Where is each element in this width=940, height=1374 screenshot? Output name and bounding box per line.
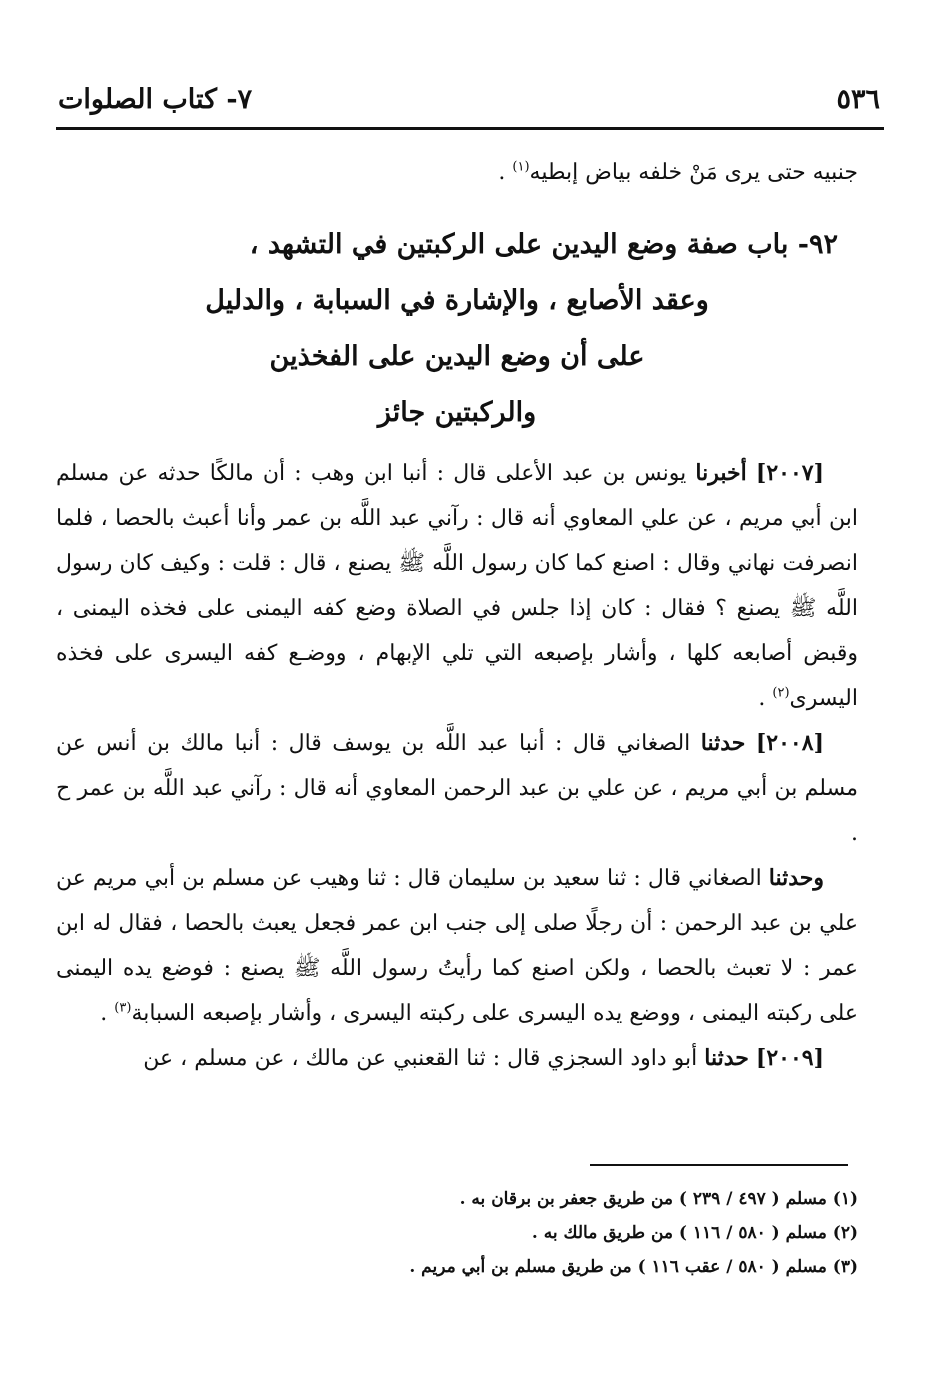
footnote-1: (١) مسلم ( ٤٩٧ / ٢٣٩ ) من طريق جعفر بن برقان به . [459, 1189, 858, 1209]
opening-line: جنبيه حتى يرى مَنْ خلفه بياض إبطيه$^{(١)}$ . [498, 159, 858, 185]
hadith-2009 [56, 1036, 858, 1081]
hadith-text: الصغاني قال : ثنا سعيد بن سليمان قال : ثنا وهيب عن مسلم بن أبي مريم عن علي بن عبد الرحمن : أن رجلًا صلى إلى جنب ابن عمر فجعل يعبث بالحصا ، فقال له ابن عمر : لا تعبث بالحصا ، ولكن اصنع كما رأيتُ رسول اللَّه ﷺ يصنع : فوضع يده اليمنى على ركبته اليمنى ، ووضع يده اليسرى على ركبته اليسرى ، وأشار بإصبعه السبابة [56, 866, 859, 1026]
heading-line-1: ٩٢- باب صفة وضع اليدين على الركبتين في التشهد ، [249, 229, 838, 260]
heading-line-3: على أن وضع اليدين على الفخذين [269, 341, 645, 372]
narration-keyword: حدثنا [704, 1045, 749, 1071]
hadith-2008-second-chain: وحدثنا الصغاني قال : ثنا سعيد بن سليمان قال : ثنا وهيب عن مسلم بن أبي مريم عن علي بن عبد الرحمن : أن رجلًا صلى إلى جنب ابن عمر فجعل يعبث بالحصا ، فقال له ابن عمر : لا تعبث بالحصا ، ولكن اصنع كما رأيتُ رسول اللَّه ﷺ يصنع : فوضع يده اليمنى على ركبته اليمنى ، ووضع يده اليسرى على ركبته اليسرى ، وأشار بإصبعه السبابة$^{(٣)}$ . [56, 865, 859, 1026]
footnote-3: (٣) مسلم ( ٥٨٠ / عقب ١١٦ ) من طريق مسلم بن أبي مريم . [409, 1257, 858, 1277]
hadith-number: [٢٠٠٧] [755, 460, 824, 486]
heading-line-4: والركبتين جائز [377, 397, 537, 428]
footnote-ref-2[interactable]: (٢) [772, 685, 790, 701]
hadith-text: أبو داود السجزي قال : ثنا القعنبي عن مالك ، عن مسلم ، عن [143, 1046, 705, 1071]
narration-keyword: حدثنا [700, 730, 746, 756]
footnote-rule [590, 1164, 848, 1166]
hadith-text: الصغاني قال : أنبا عبد اللَّه بن يوسف قال : أنبا مالك بن أنس عن مسلم بن أبي مريم ، عن علي بن عبد الرحمن المعاوي أنه قال : رآني عبد اللَّه بن عمر ح . [56, 731, 858, 846]
section-heading [56, 217, 858, 441]
chapter-title: ٧- كتاب الصلوات [58, 84, 253, 115]
page-number: ٥٣٦ [836, 84, 880, 115]
hadith-number: [٢٠٠٨] [755, 730, 824, 756]
hadith-number: [٢٠٠٩] [755, 1045, 824, 1071]
heading-line-2: وعقد الأصابع ، والإشارة في السبابة ، والدليل [205, 285, 709, 316]
footnote-ref-3[interactable]: (٣) [114, 1000, 132, 1016]
narration-keyword: وحدثنا [768, 865, 824, 891]
footnote-2: (٢) مسلم ( ٥٨٠ / ١١٦ ) من طريق مالك به . [531, 1223, 858, 1243]
hadith-2008 [56, 721, 858, 856]
hadith-text: يونس بن عبد الأعلى قال : أنبا ابن وهب : أن مالكًا حدثه عن مسلم ابن أبي مريم ، عن علي المعاوي أنه قال : رآني عبد اللَّه بن عمر وأنا أعبث بالحصا ، فلما انصرفت نهاني وقال : اصنع كما كان رسول اللَّه ﷺ يصنع ، قال : قلت : وكيف كان رسول اللَّه ﷺ يصنع ؟ فقال : كان إذا جلس في الصلاة وضع كفه اليمنى على فخذه اليمنى ، وقبض أصابعه كلها ، وأشار بإصبعه التي تلي الإبهام ، ووضـع كفه اليسرى على فخذه اليسرى [56, 461, 858, 711]
footnote-ref-1[interactable]: (١) [512, 159, 530, 175]
narration-keyword: أخبرنا [695, 460, 747, 486]
header-rule [56, 127, 884, 130]
hadith-2007: [٢٠٠٧] أخبرنا يونس بن عبد الأعلى قال : أنبا ابن وهب : أن مالكًا حدثه عن مسلم ابن أبي مريم ، عن علي المعاوي أنه قال : رآني عبد اللَّه بن عمر وأنا أعبث بالحصا ، فلما انصرفت نهاني وقال : اصنع كما كان رسول اللَّه ﷺ يصنع ، قال : قلت : وكيف كان رسول اللَّه ﷺ يصنع ؟ فقال : كان إذا جلس في الصلاة وضع كفه اليمنى على فخذه اليمنى ، وقبض أصابعه كلها ، وأشار بإصبعه التي تلي الإبهام ، ووضـع كفه اليسرى على فخذه اليسرى$^{(٢)}$ . [56, 460, 858, 711]
footnotes [56, 1182, 858, 1284]
page-body [56, 150, 858, 1081]
